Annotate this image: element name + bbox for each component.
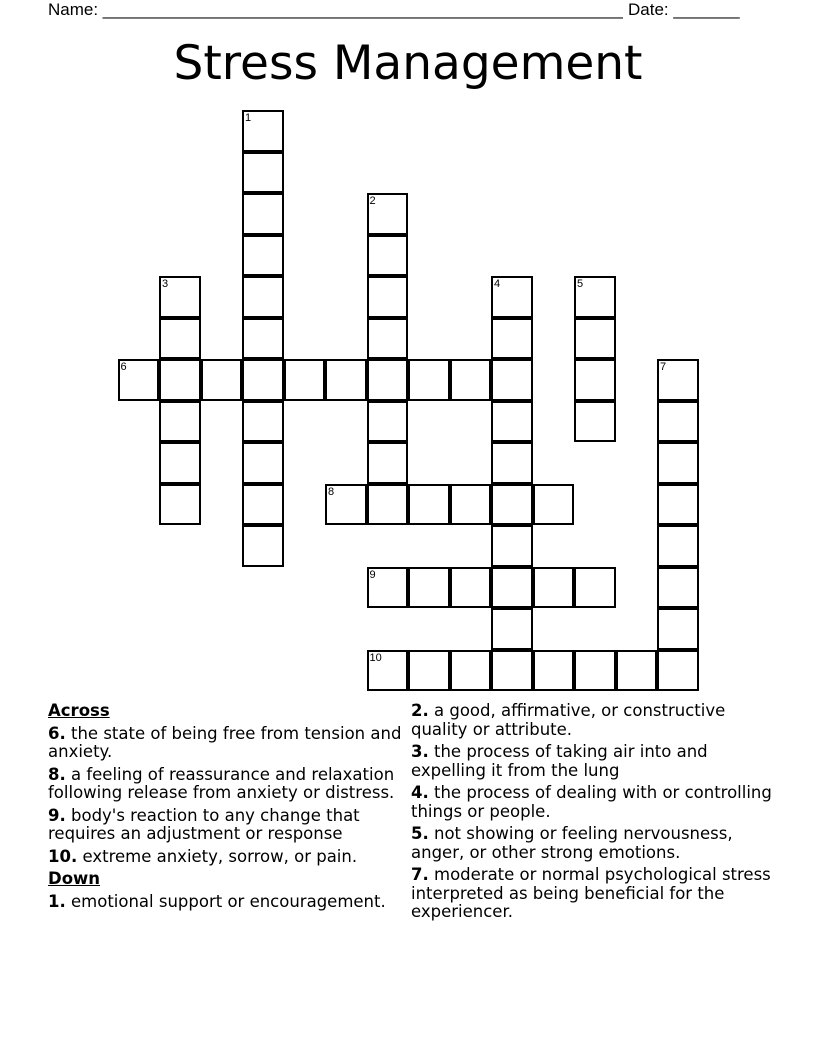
grid-cell[interactable] [242,525,284,567]
cell-number: 9 [369,568,376,581]
grid-cell[interactable] [533,567,575,609]
clue-down-2 [411,702,776,739]
grid-cell[interactable] [242,110,284,152]
grid-cell[interactable] [574,650,616,692]
grid-cell[interactable] [491,650,533,692]
grid-cell[interactable] [491,567,533,609]
cell-number: 5 [577,278,584,290]
grid-cell[interactable] [325,359,367,401]
grid-cell[interactable] [491,442,533,484]
clue-down-3 [411,743,776,780]
clue-text: not showing or feeling nervousness, anger, or other strong emotions. [411,824,733,862]
grid-cell[interactable] [491,484,533,526]
grid-cell[interactable] [367,193,409,235]
grid-cell[interactable] [408,650,450,692]
grid-cell[interactable] [242,442,284,484]
grid-cell[interactable] [657,608,699,650]
grid-cell[interactable] [242,484,284,526]
grid-cell[interactable] [574,276,616,318]
cell-number: 4 [494,278,501,290]
grid-cell[interactable] [284,359,326,401]
cell-number: 10 [369,651,382,664]
grid-cell[interactable] [367,276,409,318]
clue-text: body's reaction to any change that requires an adjustment or response [48,805,360,843]
cell-number: 3 [162,278,169,290]
clue-number: 9. [48,805,66,825]
grid-cell[interactable] [367,484,409,526]
clue-across-8 [48,766,406,803]
grid-cell[interactable] [367,359,409,401]
grid-cell[interactable] [242,318,284,360]
grid-cell[interactable] [574,567,616,609]
clue-number: 3. [411,742,429,761]
grid-cell[interactable] [159,276,201,318]
grid-cell[interactable] [657,401,699,443]
grid-cell[interactable] [159,318,201,360]
cell-number: 2 [369,195,376,207]
cell-number: 7 [660,361,667,373]
clue-text: the process of taking air into and expelling it from the lung [411,742,708,780]
grid-cell[interactable] [657,567,699,609]
grid-cell[interactable] [574,359,616,401]
clue-down-5 [411,825,776,862]
grid-cell[interactable] [242,193,284,235]
clue-text: emotional support or encouragement. [65,891,386,911]
name-field[interactable]: Name: _______________________________________________________ [48,0,623,19]
grid-cell[interactable] [367,401,409,443]
grid-cell[interactable] [242,152,284,194]
across-heading: Across [48,701,110,720]
clue-number: 5. [411,824,429,843]
grid-cell[interactable] [367,235,409,277]
grid-cell[interactable] [367,318,409,360]
grid-cell[interactable] [657,525,699,567]
grid-cell[interactable] [408,359,450,401]
grid-cell[interactable] [533,484,575,526]
cell-number: 8 [328,485,335,498]
page-title: Stress Management [173,36,643,91]
grid-cell[interactable] [159,401,201,443]
grid-cell[interactable] [242,401,284,443]
grid-cell[interactable] [242,276,284,318]
cell-number: 6 [120,361,127,373]
grid-cell[interactable] [450,567,492,609]
date-field[interactable]: Date: _______ [628,0,740,19]
grid-cell[interactable] [408,484,450,526]
clue-text: a good, affirmative, or constructive quality or attribute. [411,701,726,739]
clue-number: 7. [411,865,429,884]
grid-cell[interactable] [201,359,243,401]
grid-cell[interactable] [491,276,533,318]
clue-down-7 [411,866,776,922]
grid-cell[interactable] [533,650,575,692]
grid-cell[interactable] [657,650,699,692]
grid-cell[interactable] [159,442,201,484]
clue-number: 2. [411,701,429,720]
grid-cell[interactable] [657,484,699,526]
clue-number: 6. [48,723,66,743]
grid-cell[interactable] [325,484,367,526]
grid-cell[interactable] [367,567,409,609]
clue-number: 1. [48,891,66,911]
clue-text: the process of dealing with or controlling things or people. [411,783,772,821]
clue-number: 10. [48,846,78,866]
clue-text: the state of being free from tension and anxiety. [48,723,402,761]
grid-cell[interactable] [367,442,409,484]
grid-cell[interactable] [491,525,533,567]
clue-number: 4. [411,783,429,802]
clue-text: extreme anxiety, sorrow, or pain. [77,846,358,866]
clue-across-10 [48,848,406,867]
grid-cell[interactable] [450,484,492,526]
grid-cell[interactable] [657,442,699,484]
clue-text: moderate or normal psychological stress interpreted as being beneficial for the experiencer. [411,865,771,921]
clue-across-9 [48,807,406,844]
grid-cell[interactable] [159,359,201,401]
clue-across-6 [48,725,406,762]
grid-cell[interactable] [616,650,658,692]
grid-cell[interactable] [574,401,616,443]
grid-cell[interactable] [450,359,492,401]
grid-cell[interactable] [159,484,201,526]
clue-text: a feeling of reassurance and relaxation following release from anxiety or distress. [48,764,395,802]
cell-number: 1 [245,112,252,124]
grid-cell[interactable] [657,359,699,401]
clue-down-4 [411,784,776,821]
grid-cell[interactable] [367,650,409,692]
clue-number: 8. [48,764,66,784]
grid-cell[interactable] [574,318,616,360]
clues-right-column [411,702,776,926]
grid-cell[interactable] [491,608,533,650]
grid-cell[interactable] [242,359,284,401]
grid-cell[interactable] [491,318,533,360]
grid-cell[interactable] [408,567,450,609]
grid-cell[interactable] [450,650,492,692]
grid-cell[interactable] [118,359,160,401]
clues-left-column [48,702,406,915]
down-heading: Down [48,869,101,888]
clue-down-1 [48,893,406,912]
grid-cell[interactable] [491,401,533,443]
grid-cell[interactable] [491,359,533,401]
grid-cell[interactable] [242,235,284,277]
